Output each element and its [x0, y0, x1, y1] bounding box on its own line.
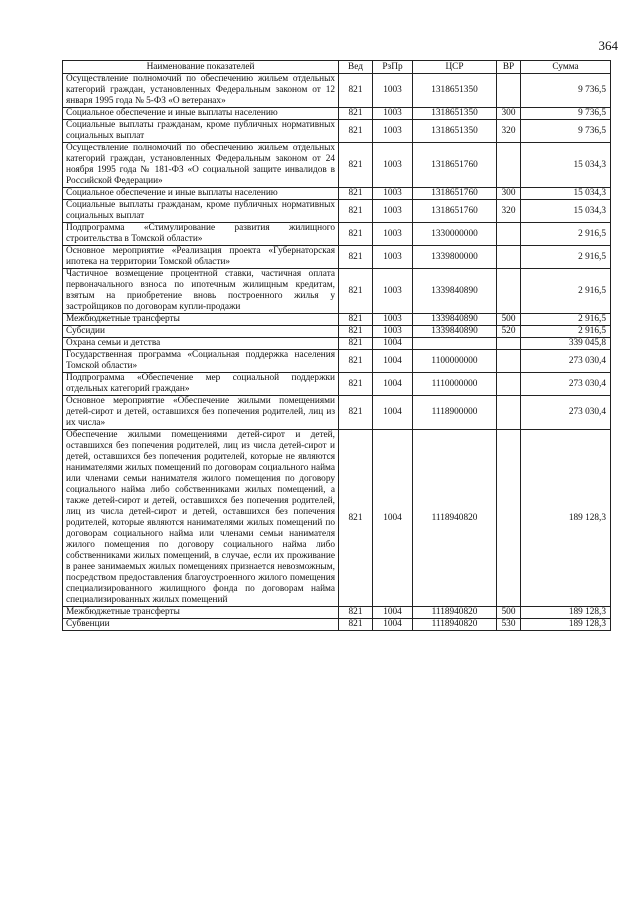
cell-csr: 1318651350: [413, 74, 497, 108]
cell-sum: 15 034,3: [521, 143, 611, 188]
cell-name: Социальное обеспечение и иные выплаты населению: [63, 108, 339, 120]
cell-csr: 1318651350: [413, 108, 497, 120]
cell-vr: 320: [497, 120, 521, 143]
table-header-row: [63, 61, 611, 74]
cell-sum: 339 045,8: [521, 338, 611, 350]
table-row: [63, 74, 611, 108]
cell-rzpr: 1003: [373, 246, 413, 269]
cell-sum: 9 736,5: [521, 108, 611, 120]
cell-sum: 9 736,5: [521, 120, 611, 143]
cell-rzpr: 1004: [373, 350, 413, 373]
cell-vr: [497, 74, 521, 108]
table-row: [63, 338, 611, 350]
cell-sum: 2 916,5: [521, 246, 611, 269]
cell-rzpr: 1003: [373, 223, 413, 246]
table-row: [63, 188, 611, 200]
cell-name: Социальное обеспечение и иные выплаты населению: [63, 188, 339, 200]
table-row: [63, 607, 611, 619]
table-row: [63, 350, 611, 373]
cell-vr: [497, 396, 521, 430]
cell-vr: 520: [497, 326, 521, 338]
cell-sum: 273 030,4: [521, 396, 611, 430]
cell-name: Частичное возмещение процентной ставки, частичная оплата первоначального взноса по ипотечным жилищным кредитам, взятым на приобретение вновь построенного жилья у застройщиков по договорам купли-продажи: [63, 269, 339, 314]
table-row: [63, 246, 611, 269]
table-row: [63, 373, 611, 396]
cell-rzpr: 1003: [373, 314, 413, 326]
cell-vr: [497, 223, 521, 246]
cell-csr: 1330000000: [413, 223, 497, 246]
cell-name: Охрана семьи и детства: [63, 338, 339, 350]
cell-sum: 2 916,5: [521, 269, 611, 314]
table-row: [63, 326, 611, 338]
cell-rzpr: 1003: [373, 200, 413, 223]
column-header-name: Наименование показателей: [63, 61, 339, 74]
cell-ved: 821: [339, 223, 373, 246]
cell-ved: 821: [339, 246, 373, 269]
cell-name: Осуществление полномочий по обеспечению жильем отдельных категорий граждан, установленных Федеральным законом от 24 ноября 1995 года № 181-ФЗ «О социальной защите инвалидов в Российской Федерации»: [63, 143, 339, 188]
cell-sum: 189 128,3: [521, 619, 611, 631]
table-row: [63, 430, 611, 607]
cell-ved: 821: [339, 373, 373, 396]
cell-name: Государственная программа «Социальная поддержка населения Томской области»: [63, 350, 339, 373]
cell-ved: 821: [339, 430, 373, 607]
table-row: [63, 619, 611, 631]
cell-csr: 1118940820: [413, 430, 497, 607]
cell-csr: 1118940820: [413, 607, 497, 619]
cell-vr: 500: [497, 314, 521, 326]
cell-vr: 530: [497, 619, 521, 631]
cell-sum: 15 034,3: [521, 188, 611, 200]
table-row: [63, 120, 611, 143]
cell-csr: 1339800000: [413, 246, 497, 269]
cell-ved: 821: [339, 314, 373, 326]
cell-csr: 1110000000: [413, 373, 497, 396]
cell-ved: 821: [339, 143, 373, 188]
cell-vr: 300: [497, 108, 521, 120]
cell-rzpr: 1004: [373, 607, 413, 619]
cell-name: Субвенции: [63, 619, 339, 631]
cell-vr: [497, 350, 521, 373]
table-row: [63, 108, 611, 120]
table-row: [63, 223, 611, 246]
cell-vr: 320: [497, 200, 521, 223]
cell-ved: 821: [339, 326, 373, 338]
cell-name: Основное мероприятие «Обеспечение жилыми помещениями детей-сирот и детей, оставшихся без попечения родителей, лиц из их числа»: [63, 396, 339, 430]
cell-name: Субсидии: [63, 326, 339, 338]
cell-csr: 1339840890: [413, 326, 497, 338]
cell-rzpr: 1003: [373, 143, 413, 188]
cell-rzpr: 1003: [373, 108, 413, 120]
page-number: 364: [598, 38, 618, 53]
cell-vr: [497, 373, 521, 396]
cell-sum: 2 916,5: [521, 326, 611, 338]
cell-name: Подпрограмма «Обеспечение мер социальной поддержки отдельных категорий граждан»: [63, 373, 339, 396]
column-header-rzpr: РзПр: [373, 61, 413, 74]
cell-vr: [497, 430, 521, 607]
cell-rzpr: 1004: [373, 430, 413, 607]
cell-ved: 821: [339, 108, 373, 120]
table-row: [63, 269, 611, 314]
cell-ved: 821: [339, 396, 373, 430]
cell-name: Межбюджетные трансферты: [63, 314, 339, 326]
cell-csr: 1318651760: [413, 143, 497, 188]
table-row: [63, 143, 611, 188]
cell-ved: 821: [339, 188, 373, 200]
cell-sum: 189 128,3: [521, 607, 611, 619]
cell-vr: 500: [497, 607, 521, 619]
cell-ved: 821: [339, 74, 373, 108]
cell-name: Осуществление полномочий по обеспечению жильем отдельных категорий граждан, установленных Федеральным законом от 12 января 1995 года № 5-ФЗ «О ветеранах»: [63, 74, 339, 108]
cell-vr: 300: [497, 188, 521, 200]
cell-sum: 15 034,3: [521, 200, 611, 223]
table-row: [63, 200, 611, 223]
cell-rzpr: 1003: [373, 120, 413, 143]
table-body: [63, 74, 611, 631]
cell-csr: 1339840890: [413, 314, 497, 326]
cell-ved: 821: [339, 619, 373, 631]
cell-csr: 1100000000: [413, 350, 497, 373]
column-header-ved: Вед: [339, 61, 373, 74]
cell-name: Социальные выплаты гражданам, кроме публичных нормативных социальных выплат: [63, 120, 339, 143]
cell-name: Обеспечение жилыми помещениями детей-сирот и детей, оставшихся без попечения родителей, лиц из числа детей-сирот и детей, оставшихся без попечения родителей, которые не являются нанимателями жилых помещений по договорам социального найма или членами семьи нанимателя жилого помещения по договору социального найма либо собственниками жилых помещений, а также детей-сирот и детей, оставшихся без попечения родителей, лиц из числа детей-сирот и детей, оставшихся без попечения родителей, которые являются нанимателями жилых помещений по договорам социального найма или членами семьи нанимателя жилого помещения по договору социального найма либо собственниками жилых помещений, в случае, если их проживание в ранее занимаемых жилых помещениях признается невозможным, посредством предоставления благоустроенного жилого помещения специализированного жилищного фонда по договорам найма специализированных жилых помещений: [63, 430, 339, 607]
cell-rzpr: 1004: [373, 338, 413, 350]
cell-name: Основное мероприятие «Реализация проекта «Губернаторская ипотека на территории Томской области»: [63, 246, 339, 269]
cell-vr: [497, 143, 521, 188]
cell-ved: 821: [339, 350, 373, 373]
cell-csr: 1118900000: [413, 396, 497, 430]
table-row: [63, 314, 611, 326]
cell-rzpr: 1004: [373, 619, 413, 631]
cell-sum: 2 916,5: [521, 223, 611, 246]
cell-csr: 1318651350: [413, 120, 497, 143]
cell-sum: 189 128,3: [521, 430, 611, 607]
cell-rzpr: 1004: [373, 396, 413, 430]
cell-name: Межбюджетные трансферты: [63, 607, 339, 619]
cell-rzpr: 1003: [373, 269, 413, 314]
cell-csr: 1318651760: [413, 200, 497, 223]
cell-ved: 821: [339, 269, 373, 314]
cell-ved: 821: [339, 200, 373, 223]
cell-csr: 1318651760: [413, 188, 497, 200]
cell-vr: [497, 269, 521, 314]
cell-rzpr: 1003: [373, 326, 413, 338]
cell-sum: 273 030,4: [521, 350, 611, 373]
budget-table: [62, 60, 611, 631]
cell-csr: 1339840890: [413, 269, 497, 314]
column-header-csr: ЦСР: [413, 61, 497, 74]
cell-csr: 1118940820: [413, 619, 497, 631]
cell-sum: 2 916,5: [521, 314, 611, 326]
cell-name: Подпрограмма «Стимулирование развития жилищного строительства в Томской области»: [63, 223, 339, 246]
cell-rzpr: 1003: [373, 188, 413, 200]
column-header-sum: Сумма: [521, 61, 611, 74]
cell-rzpr: 1004: [373, 373, 413, 396]
table-row: [63, 396, 611, 430]
column-header-vr: ВР: [497, 61, 521, 74]
cell-csr: [413, 338, 497, 350]
cell-vr: [497, 246, 521, 269]
cell-vr: [497, 338, 521, 350]
cell-ved: 821: [339, 120, 373, 143]
cell-ved: 821: [339, 607, 373, 619]
cell-ved: 821: [339, 338, 373, 350]
cell-name: Социальные выплаты гражданам, кроме публичных нормативных социальных выплат: [63, 200, 339, 223]
cell-sum: 9 736,5: [521, 74, 611, 108]
cell-rzpr: 1003: [373, 74, 413, 108]
cell-sum: 273 030,4: [521, 373, 611, 396]
